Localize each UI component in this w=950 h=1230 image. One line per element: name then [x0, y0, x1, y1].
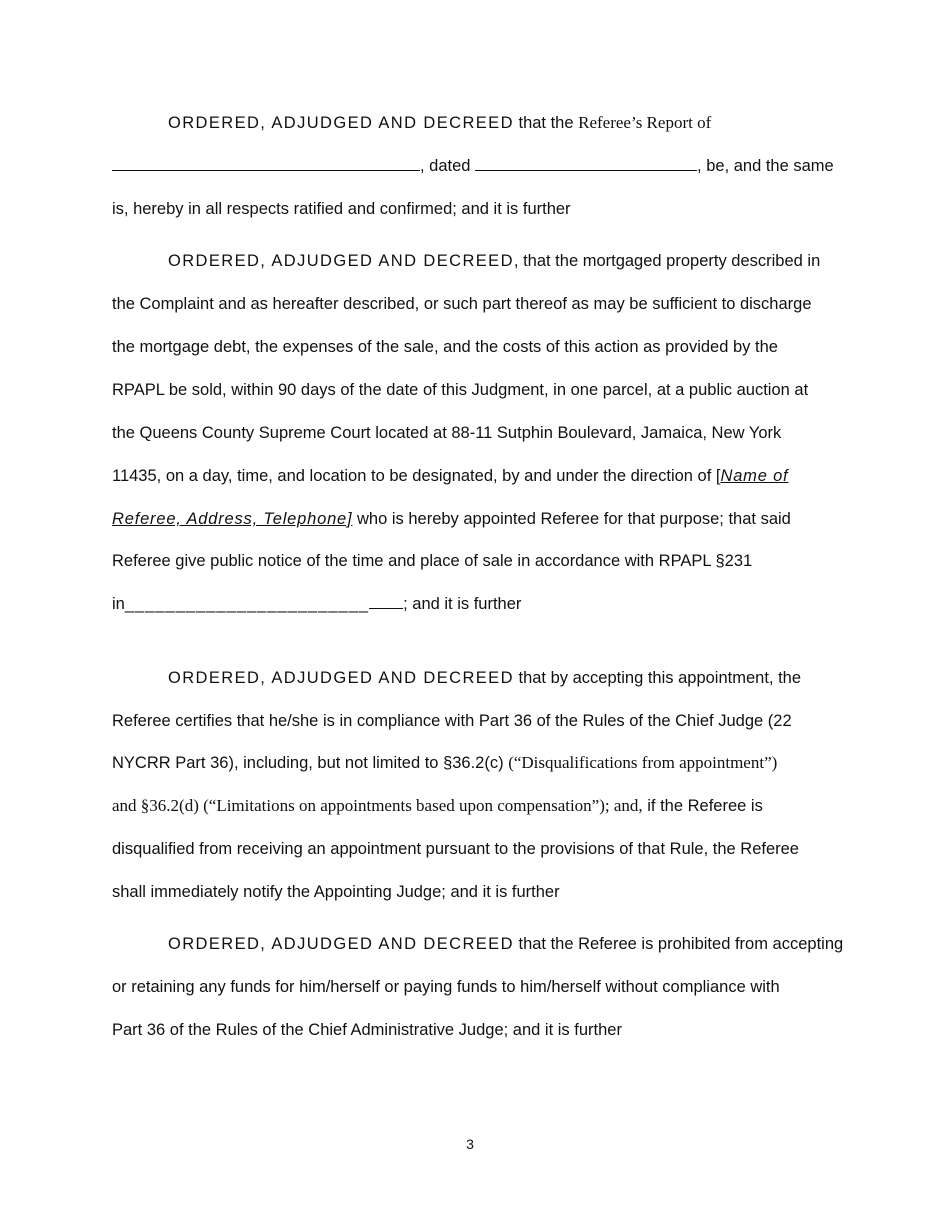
para3-text-serif: (“Disqualifications from appointment”)	[508, 753, 778, 772]
para3-line6: shall immediately notify the Appointing Judge; and it is further	[112, 883, 560, 901]
para4-line1	[168, 934, 843, 954]
newspaper-blank[interactable]: ________________________	[124, 595, 370, 613]
para3-line4	[112, 796, 763, 816]
para3-line2: Referee certifies that he/she is in compliance with Part 36 of the Rules of the Chief Judge (22	[112, 712, 792, 730]
para2-line6	[112, 466, 788, 486]
decree-heading: ORDERED, ADJUDGED AND DECREED	[168, 252, 514, 270]
dated-label: , dated	[420, 157, 476, 175]
para1-line2	[112, 156, 834, 176]
para4-line3: Part 36 of the Rules of the Chief Administrative Judge; and it is further	[112, 1021, 622, 1039]
para2-text: , that the mortgaged property described in	[513, 252, 821, 270]
decree-heading: ORDERED, ADJUDGED AND DECREED	[168, 114, 514, 132]
para3-line1	[168, 668, 801, 688]
para2-text: who is hereby appointed Referee for that purpose; that said	[352, 510, 791, 528]
referee-placeholder: Referee, Address, Telephone]	[112, 510, 353, 528]
para3-text: that by accepting this appointment, the	[513, 669, 802, 687]
para3-text: NYCRR Part 36), including, but not limited to §36.2(c)	[112, 754, 509, 772]
page-number: 3	[466, 1136, 474, 1152]
report-name-blank[interactable]	[112, 156, 420, 171]
para1-text-serif: Referee’s Report of	[578, 113, 712, 132]
para4-text: that the Referee is prohibited from accepting	[513, 935, 844, 953]
para4-line2: or retaining any funds for him/herself or paying funds to him/herself without compliance with	[112, 978, 780, 996]
para2-text: 11435, on a day, time, and location to be designated, by and under the direction of [	[112, 467, 721, 485]
para1-text: , be, and the same	[697, 157, 834, 175]
para2-line4: RPAPL be sold, within 90 days of the date of this Judgment, in one parcel, at a public auction at	[112, 381, 809, 399]
in-label: in	[112, 595, 125, 613]
para2-line7	[112, 509, 791, 529]
para1-line3: is, hereby in all respects ratified and confirmed; and it is further	[112, 200, 571, 218]
newspaper-blank-tail[interactable]	[369, 594, 403, 609]
para2-line2: the Complaint and as hereafter described, or such part thereof as may be sufficient to discharge	[112, 295, 812, 313]
para2-line3: the mortgage debt, the expenses of the sale, and the costs of this action as provided by the	[112, 338, 778, 356]
para2-text: ; and it is further	[403, 595, 522, 613]
date-blank[interactable]	[475, 156, 697, 171]
para2-line9	[112, 594, 521, 614]
para3-text: if the Referee is	[642, 797, 763, 815]
para3-text-serif: and §36.2(d) (“Limitations on appointments based upon compensation”); and,	[112, 796, 643, 815]
para2-line1	[168, 251, 820, 271]
decree-heading: ORDERED, ADJUDGED AND DECREED	[168, 935, 514, 953]
para1-text: that the	[513, 114, 579, 132]
para3-line5: disqualified from receiving an appointment pursuant to the provisions of that Rule, the Referee	[112, 840, 799, 858]
para2-line8: Referee give public notice of the time and place of sale in accordance with RPAPL §231	[112, 552, 753, 570]
para3-line3	[112, 753, 777, 773]
para2-line5: the Queens County Supreme Court located at 88-11 Sutphin Boulevard, Jamaica, New York	[112, 424, 782, 442]
para1-line1	[168, 113, 711, 133]
referee-placeholder: Name of	[720, 467, 789, 485]
decree-heading: ORDERED, ADJUDGED AND DECREED	[168, 669, 514, 687]
